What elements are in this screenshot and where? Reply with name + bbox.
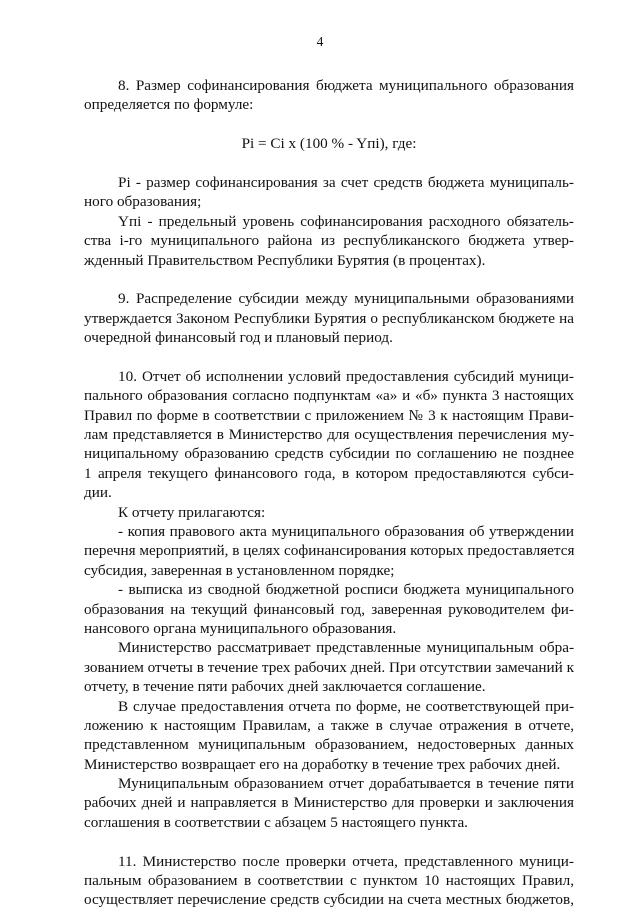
paragraph-9 [84, 289, 574, 347]
text-line: Министерство рассматривает представленные муниципальным обра- [118, 639, 574, 657]
text-line: Муниципальным образованием отчет дорабатывается в течение пяти [118, 775, 574, 793]
text-line: ложению к настоящим Правилам, а также в случае отражения в отчете, [84, 716, 574, 734]
text-line: представленном муниципальным образованием, недостоверных данных [84, 736, 574, 754]
text-line: утверждается Законом Республики Бурятия о республиканском бюджете на [84, 309, 574, 327]
spacer [84, 347, 574, 366]
text-line: зованием отчеты в течение трех рабочих дней. При отсутствии замечаний к [84, 658, 574, 676]
text-line: лам представляется в Министерство для осуществления перечисления му- [84, 426, 574, 444]
text-line: 9. Распределение субсидии между муниципальными образованиями [118, 290, 574, 308]
text-line: - копия правового акта муниципального образования об утверждении [118, 522, 574, 540]
spacer [84, 832, 574, 851]
text-line: ного образования; [84, 193, 202, 211]
spacer [84, 270, 574, 289]
text-line: определяется по формуле: [84, 96, 254, 114]
text-line: перечня мероприятий, в целях софинансирования которых предоставляется [84, 542, 575, 560]
text-line: ниципальному образованию средств субсидии по соглашению не позднее [84, 445, 574, 463]
text-line: нансового органа муниципального образования. [84, 619, 397, 637]
paragraph-8 [84, 76, 574, 115]
document-body [84, 76, 574, 910]
text-line: осуществляет перечисление средств субсидии на счета местных бюджетов, [84, 891, 574, 909]
paragraph-10 [84, 367, 574, 832]
text-line: Yпi - предельный уровень софинансирования расходного обязатель- [118, 212, 574, 230]
text-line: 11. Министерство после проверки отчета, представленного муници- [118, 852, 574, 870]
text-line: Правил по форме в соответствии с приложением № 3 к настоящим Прави- [84, 406, 574, 424]
text-line: соглашения в соответствии с абзацем 5 настоящего пункта. [84, 813, 468, 831]
formula-definitions [84, 173, 574, 270]
page-number: 4 [316, 34, 324, 49]
text-line: пальным образованием в соответствии с пунктом 10 настоящих Правил, [84, 872, 574, 890]
text-line: пального образования согласно подпунктам «а» и «б» пункта 3 настоящих [84, 387, 574, 405]
formula: Pi = Ci x (100 % - Yпi), где: [241, 135, 417, 153]
text-line: субсидия, заверенная в установленном порядке; [84, 561, 395, 579]
text-line: ства i-го муниципального района из республиканского бюджета утвер- [84, 232, 574, 250]
spacer [84, 154, 574, 173]
text-line: отчету, в течение пяти рабочих дней заключается соглашение. [84, 678, 486, 696]
text-line: 8. Размер софинансирования бюджета муниципального образования [118, 77, 574, 94]
text-line: очередной финансовый год и плановый период. [84, 329, 393, 347]
text-line: 1 апреля текущего финансового года, в котором предоставляются субси- [84, 464, 574, 482]
text-line: рабочих дней и направляется в Министерство для проверки и заключения [84, 794, 574, 812]
text-line: К отчету прилагаются: [118, 503, 266, 521]
text-line: жденный Правительством Республики Бурятия (в процентах). [84, 251, 486, 269]
text-line: В случае предоставления отчета по форме, не соответствующей при- [118, 697, 574, 715]
text-line: Министерство возвращает его на доработку в течение трех рабочих дней. [84, 755, 561, 773]
text-line: 10. Отчет об исполнении условий предоставления субсидий муници- [118, 367, 574, 385]
text-line: дии. [84, 484, 112, 502]
text-line: - выписка из сводной бюджетной росписи бюджета муниципального [118, 581, 574, 599]
spacer [84, 115, 574, 134]
text-line: Pi - размер софинансирования за счет средств бюджета муниципаль- [118, 173, 574, 191]
text-line: образования на текущий финансовый год, заверенная руководителем фи- [84, 600, 574, 618]
paragraph-11 [84, 852, 574, 910]
